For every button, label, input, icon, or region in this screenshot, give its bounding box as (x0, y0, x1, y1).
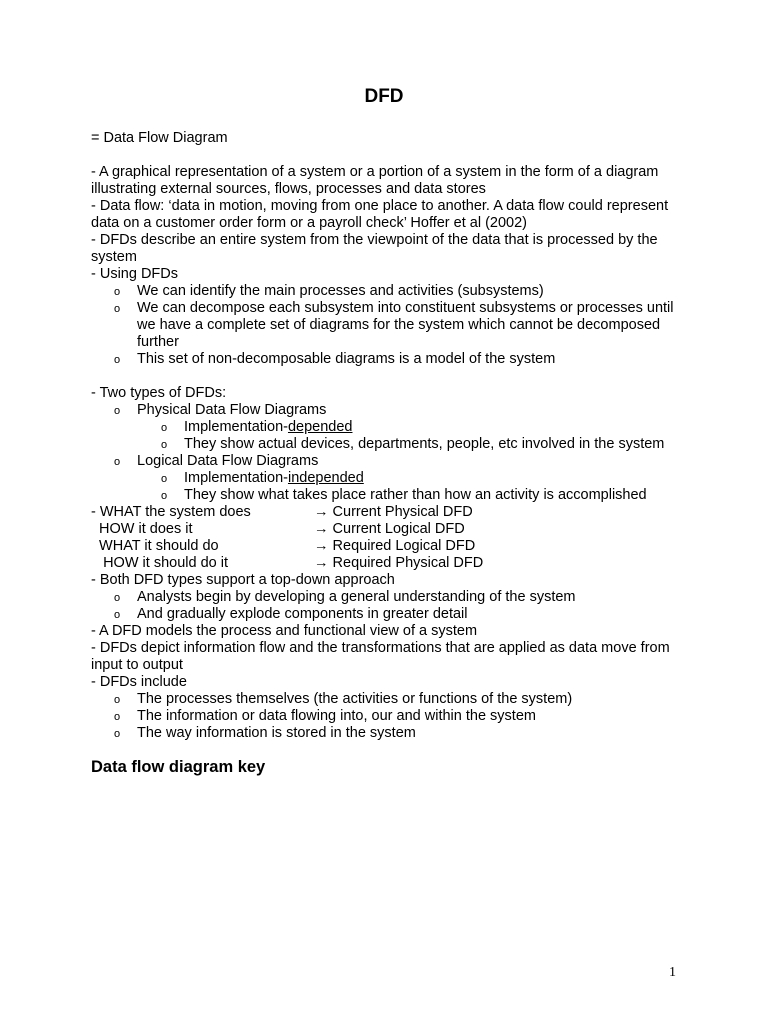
sub-list-item: o Implementation-depended (161, 419, 353, 435)
bullet-icon: o (161, 439, 168, 451)
bullet-icon: o (114, 303, 121, 315)
bullet-icon: o (161, 473, 168, 485)
bullet-icon: o (114, 609, 121, 621)
bullet-icon: o (114, 456, 121, 468)
key-heading: Data flow diagram key (91, 758, 266, 776)
bullet-icon: o (114, 592, 121, 604)
list-item: o This set of non-decomposable diagrams is a model of the system (114, 351, 556, 367)
bullet-icon: o (114, 711, 121, 723)
list-item-logical: o Logical Data Flow Diagrams (114, 453, 319, 469)
document-body (91, 130, 691, 776)
page-title: DFD (364, 86, 404, 107)
list-item: o We can decompose each subsystem into constituent subsystems or processes until we have a complete set of diagrams for the system which cannot be decomposed further (114, 300, 674, 350)
page-number: 1 (669, 965, 676, 980)
topdown-heading: - Both DFD types support a top-down approach (91, 572, 395, 588)
underlined-word: independed (287, 470, 364, 486)
list-item: o The way information is stored in the system (114, 725, 416, 741)
paragraph-dfd-describe: - DFDs describe an entire system from the viewpoint of the data that is processed by the system (91, 232, 658, 265)
types-heading: - Two types of DFDs: (91, 385, 227, 401)
bullet-icon: o (161, 490, 168, 502)
paragraph-dfd-models: - A DFD models the process and functional view of a system (91, 623, 478, 639)
sub-list-item: o They show actual devices, departments, people, etc involved in the system (161, 436, 665, 452)
paragraph-graphical-representation: - A graphical representation of a system or a portion of a system in the form of a diagram illustrating external sources, flows, processes and data stores (91, 164, 659, 197)
list-item: o The processes themselves (the activities or functions of the system) (114, 691, 573, 707)
sub-list-item: o Implementation-independed (161, 470, 364, 486)
list-item: o The information or data flowing into, our and within the system (114, 708, 536, 724)
sub-list-item: o They show what takes place rather than how an activity is accomplished (161, 487, 647, 503)
definition-line: = Data Flow Diagram (91, 130, 228, 146)
mapping-row: WHAT it should do → Required Logical DFD (91, 538, 476, 554)
include-heading: - DFDs include (91, 674, 187, 690)
list-item: o Analysts begin by developing a general understanding of the system (114, 589, 576, 605)
bullet-icon: o (114, 286, 121, 298)
bullet-icon: o (114, 405, 121, 417)
list-item-physical: o Physical Data Flow Diagrams (114, 402, 327, 418)
bullet-icon: o (114, 694, 121, 706)
bullet-icon: o (161, 422, 168, 434)
list-item: o We can identify the main processes and activities (subsystems) (114, 283, 544, 299)
using-dfds-heading: - Using DFDs (91, 266, 179, 282)
bullet-icon: o (114, 728, 121, 740)
mapping-row: HOW it does it → Current Logical DFD (91, 521, 465, 537)
mapping-row: - WHAT the system does → Current Physical DFD (91, 504, 473, 520)
mapping-row: HOW it should do it → Required Physical DFD (91, 555, 484, 571)
list-item: o And gradually explode components in greater detail (114, 606, 468, 622)
paragraph-data-flow: - Data flow: ‘data in motion, moving from one place to another. A data flow could represent data on a customer order form or a payroll check’ Hoffer et al (2002) (91, 198, 669, 231)
bullet-icon: o (114, 354, 121, 366)
paragraph-dfd-depict: - DFDs depict information flow and the transformations that are applied as data move from input to output (91, 640, 670, 673)
underlined-word: depended (287, 419, 353, 435)
